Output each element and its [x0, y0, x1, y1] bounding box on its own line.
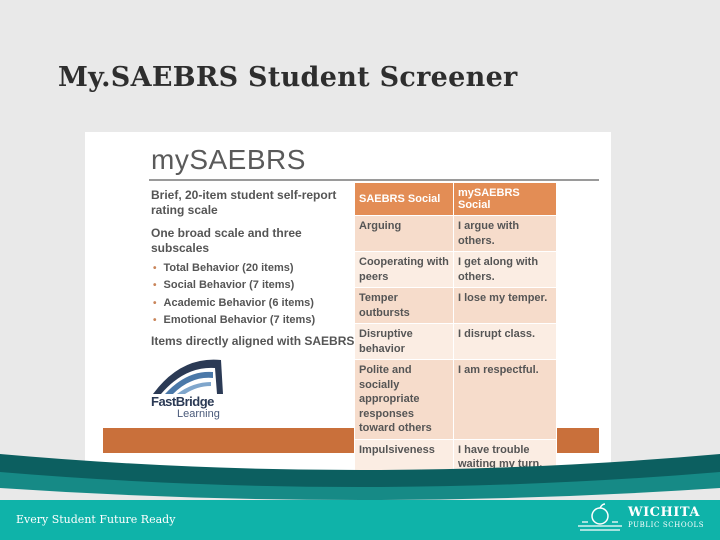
- brand-main: WICHITA: [628, 505, 700, 520]
- subscale-item: • Total Behavior (20 items): [153, 260, 315, 277]
- footer-tagline: Every Student Future Ready: [16, 513, 176, 526]
- subscale-item: • Academic Behavior (6 items): [153, 295, 315, 312]
- table-cell: Polite and socially appropriate responses toward others: [355, 360, 454, 440]
- title-divider: [149, 179, 599, 181]
- table-cell: I have trouble waiting my turn.: [454, 439, 557, 475]
- subscale-list: [153, 260, 315, 329]
- table-row: [355, 216, 557, 252]
- table-cell: Arguing: [355, 216, 454, 252]
- table-cell: I argue with others.: [454, 216, 557, 252]
- slide-title: My.SAEBRS Student Screener: [58, 62, 518, 93]
- brand-sub: PUBLIC SCHOOLS: [628, 521, 705, 529]
- logo-name: FastBridge: [151, 394, 214, 409]
- subscale-item: • Social Behavior (7 items): [153, 277, 315, 294]
- table-cell: I lose my temper.: [454, 288, 557, 324]
- slide-image: [85, 132, 611, 470]
- table-cell: Temper outbursts: [355, 288, 454, 324]
- fastbridge-logo: [151, 354, 231, 424]
- subscale-item: • Emotional Behavior (7 items): [153, 312, 315, 329]
- table-cell: Cooperating with peers: [355, 252, 454, 288]
- intro-text: Brief, 20-item student self-report rating scale: [151, 188, 337, 217]
- card-title: mySAEBRS: [151, 144, 306, 175]
- table-cell: Disruptive behavior: [355, 324, 454, 360]
- table-header-row: [355, 183, 557, 216]
- table-cell: I disrupt class.: [454, 324, 557, 360]
- column-header: SAEBRS Social: [355, 183, 454, 216]
- bridge-arch-icon: [151, 354, 231, 396]
- table-cell: I get along with others.: [454, 252, 557, 288]
- scale-heading: One broad scale and three subscales: [151, 226, 302, 255]
- table-row: [355, 252, 557, 288]
- wichita-logo: [576, 502, 716, 534]
- logo-sub: Learning: [177, 408, 220, 420]
- table-row: [355, 324, 557, 360]
- table-cell: Impulsiveness: [355, 439, 454, 475]
- column-header: mySAEBRS Social: [454, 183, 557, 216]
- table-cell: I am respectful.: [454, 360, 557, 440]
- alignment-text: Items directly aligned with SAEBRS: [151, 334, 355, 348]
- table-row: [355, 288, 557, 324]
- apple-school-icon: [576, 502, 624, 534]
- table-row: [355, 360, 557, 440]
